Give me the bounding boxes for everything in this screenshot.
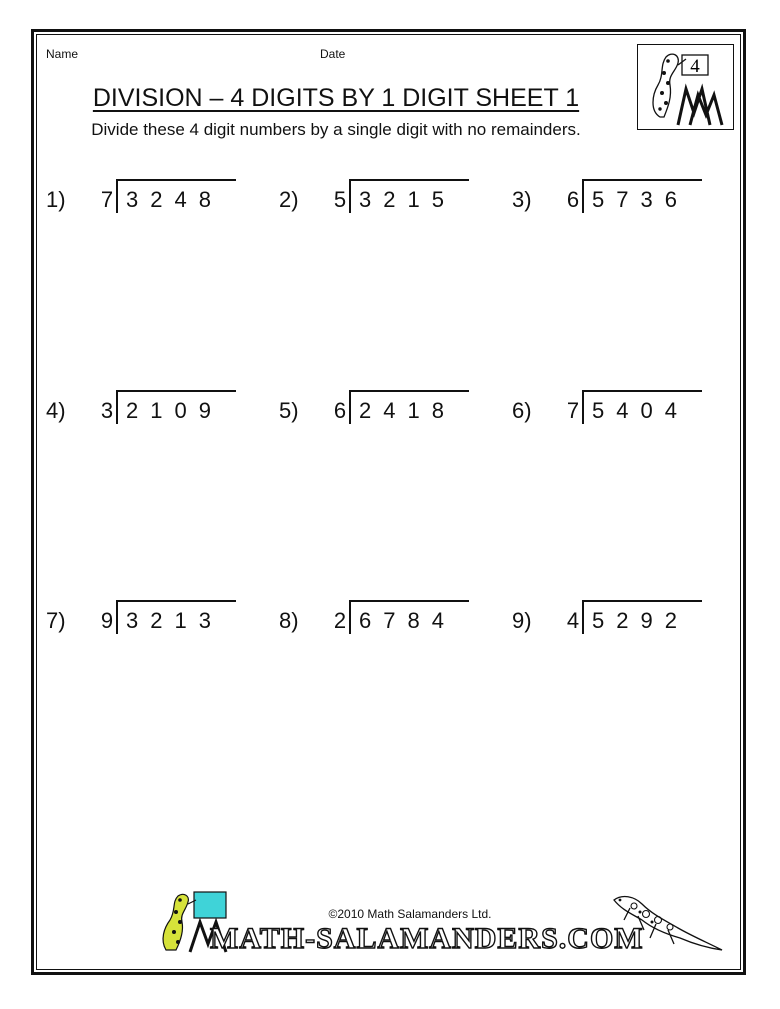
divisor: 7 [566,398,580,423]
dividend: 5404 [592,398,689,423]
problem-number: 1) [46,187,66,212]
dividend: 5292 [592,608,689,633]
page-title: DIVISION – 4 DIGITS BY 1 DIGIT SHEET 1 [92,84,580,112]
logo-number: 4 [690,56,700,77]
dividend: 3248 [126,187,223,212]
divisor: 3 [100,398,114,423]
dividend: 3215 [359,187,456,212]
salamander-illustration-icon [608,890,726,956]
divisor: 6 [566,187,580,212]
divisor: 4 [566,608,580,633]
divisor: 9 [100,608,114,633]
problem-number: 5) [279,398,299,423]
problem-number: 6) [512,398,532,423]
problem-number: 2) [279,187,299,212]
dividend: 2418 [359,398,456,423]
salamander-teacher-icon [638,45,732,128]
dividend: 6784 [359,608,456,633]
divisor: 7 [100,187,114,212]
page-subtitle: Divide these 4 digit numbers by a single digit with no remainders. [91,120,581,139]
problem-number: 3) [512,187,532,212]
salamander-logo-box [637,44,734,130]
problem-number: 8) [279,608,299,633]
date-label: Date [320,47,346,61]
dividend: 2109 [126,398,223,423]
dividend: 3213 [126,608,223,633]
copyright-text: ©2010 Math Salamanders Ltd. [328,907,492,921]
divisor: 5 [333,187,347,212]
dividend: 5736 [592,187,689,212]
divisor: 6 [333,398,347,423]
brand-wordmark [210,922,644,956]
problem-number: 4) [46,398,66,423]
name-label: Name [46,47,79,61]
problem-number: 7) [46,608,66,633]
divisor: 2 [333,608,347,633]
brand-text: MATH-SALAMANDERS.COM [210,922,644,955]
page-border-inner [36,34,741,970]
problem-number: 9) [512,608,532,633]
